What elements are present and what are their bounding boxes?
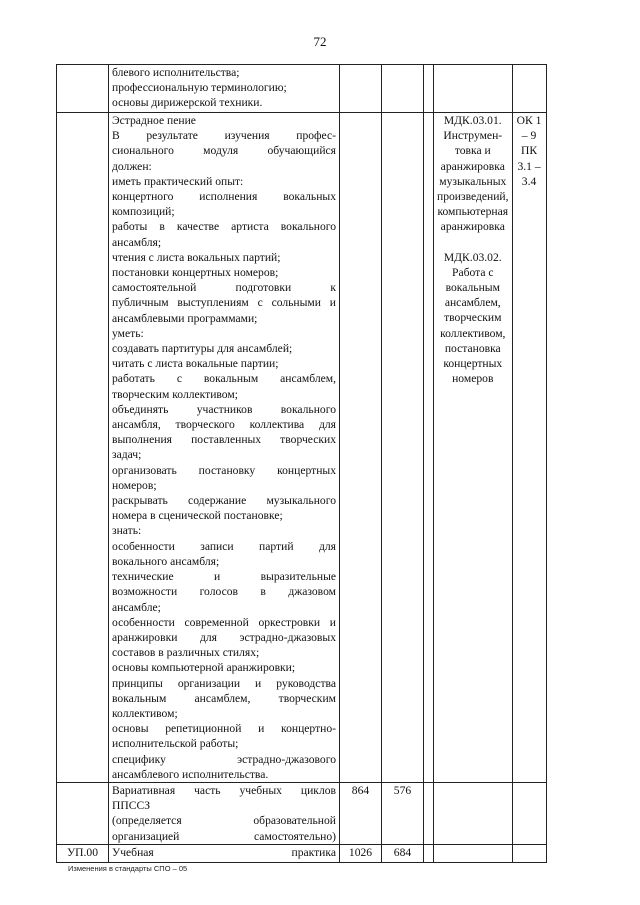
text-line: номера в сценической постановке; (112, 509, 283, 523)
text-line: профессиональную терминологию; (112, 81, 287, 95)
row-text-cell (109, 65, 340, 113)
text-line: знать: (112, 524, 142, 538)
text-line: работать с вокальным ансамблем, (112, 372, 336, 386)
text-line: должен: (112, 159, 152, 173)
competency-line: 3.1 – (517, 159, 541, 173)
text-line: коллективом; (112, 706, 178, 720)
max-hours-cell (340, 65, 382, 113)
text-line: читать с листа вокальные партии; (112, 357, 279, 371)
max-hours-cell (340, 844, 382, 862)
text-line: технические и выразительные (112, 570, 336, 584)
text-line: публичным выступлениям с сольными и (112, 296, 336, 310)
table-row (57, 782, 547, 844)
mdk-line: МДК.03.02. (443, 250, 502, 264)
table-row (57, 113, 547, 783)
text-line: Вариативная часть учебных циклов (112, 783, 336, 797)
required-hours-cell (382, 113, 424, 783)
text-line: иметь практический опыт: (112, 174, 244, 188)
text-line: работы в качестве артиста вокального (112, 220, 336, 234)
text-line: блевого исполнительства; (112, 66, 240, 79)
mdk-line: ансамблем, (444, 296, 501, 310)
max-hours-cell (340, 782, 382, 844)
text-line: особенности современной оркестровки и (112, 615, 336, 629)
text-line: вокальным ансамблем, творческим (112, 691, 336, 705)
text-line: специфику эстрадно-джазового (112, 752, 336, 766)
text-line: сионального модуля обучающийся (112, 144, 336, 158)
mdk-cell (434, 782, 513, 844)
required-hours: 684 (393, 845, 412, 859)
mdk-line: творческим (444, 311, 502, 325)
mdk-line: коллективом, (440, 326, 506, 340)
table-row (57, 65, 547, 113)
text-line: ансамбля, творческого коллектива для (112, 418, 336, 432)
text-line: творческим коллективом; (112, 387, 238, 401)
competencies-cell (512, 844, 546, 862)
text-line: уметь: (112, 326, 144, 340)
row-text-cell (109, 113, 340, 783)
competency-line: ПК (520, 144, 538, 158)
page-number: 72 (313, 34, 327, 49)
mdk-line: постановка (444, 341, 501, 355)
text-line: создавать партитуры для ансамблей; (112, 342, 293, 356)
text-line: основы дирижерской техники. (112, 96, 263, 110)
text-line: постановки концертных номеров; (112, 266, 279, 280)
required-hours: 576 (393, 783, 412, 797)
text-line: составов в различных стилях; (112, 646, 260, 660)
empty-cell (424, 65, 434, 113)
text-line: организацией самостоятельно) (112, 829, 336, 843)
text-line: раскрывать содержание музыкального (112, 494, 336, 508)
mdk-line: товка и (454, 144, 491, 158)
mdk-line: аранжировка (440, 220, 505, 234)
competencies-cell (512, 113, 546, 783)
row-code-cell (57, 782, 109, 844)
text-line: особенности записи партий для (112, 539, 336, 553)
curriculum-table (56, 64, 547, 863)
mdk-line: концертных (443, 357, 503, 371)
max-hours: 864 (351, 783, 370, 797)
max-hours: 1026 (348, 845, 373, 859)
mdk-cell (434, 844, 513, 862)
text-line: композиций; (112, 205, 175, 219)
empty-cell (424, 782, 434, 844)
required-hours-cell (382, 844, 424, 862)
competency-line: – 9 (521, 129, 537, 143)
row-code-cell (57, 113, 109, 783)
mdk-line: Инструмен- (443, 129, 503, 143)
competency-line: ОК 1 (516, 114, 542, 127)
competency-line: 3.4 (521, 174, 537, 188)
mdk-line: аранжировка (440, 159, 505, 173)
text-line: принципы организации и руководства (112, 676, 336, 690)
text-line: номеров; (112, 478, 157, 492)
mdk-line: Работа с (452, 265, 494, 279)
mdk-line: произведений, (437, 190, 509, 204)
required-hours-cell (382, 65, 424, 113)
mdk-line (437, 235, 509, 250)
footer-note: Изменения в стандарты СПО – 05 (68, 864, 188, 873)
text-line: В результате изучения профес- (112, 129, 336, 143)
mdk-cell (434, 113, 513, 783)
text-line: основы компьютерной аранжировки; (112, 661, 296, 675)
row-text-cell (109, 844, 340, 862)
text-line: (определяется образовательной (112, 814, 336, 828)
text-line: основы репетиционной и концертно- (112, 722, 336, 736)
competencies-cell (512, 65, 546, 113)
row-code-cell (57, 844, 109, 862)
row-code: УП.00 (66, 845, 99, 859)
text-line: исполнительской работы; (112, 737, 239, 751)
empty-cell (424, 844, 434, 862)
text-line: ансамбле; (112, 600, 161, 614)
text-line: вокального ансамбля; (112, 554, 220, 568)
text-line: ансамблевого исполнительства. (112, 767, 269, 781)
row-text-cell (109, 782, 340, 844)
text-line: Эстрадное пение (112, 114, 196, 127)
row-code-cell (57, 65, 109, 113)
text-line: чтения с листа вокальных партий; (112, 250, 281, 264)
text-line: самостоятельной подготовки к (112, 281, 336, 295)
text-line: ансамблевыми программами; (112, 311, 258, 325)
table-row (57, 844, 547, 862)
mdk-line: МДК.03.01. (443, 114, 502, 127)
mdk-line: номеров (452, 372, 494, 386)
text-line: возможности голосов в джазовом (112, 585, 336, 599)
text-line: ансамбля; (112, 235, 162, 249)
max-hours-cell (340, 113, 382, 783)
text-line: аранжировки для эстрадно-джазовых (112, 630, 336, 644)
text-line: выполнения поставленных творческих (112, 433, 336, 447)
mdk-line: музыкальных (439, 174, 507, 188)
text-line: концертного исполнения вокальных (112, 190, 336, 204)
mdk-line: вокальным (445, 281, 500, 295)
text-line: организовать постановку концертных (112, 463, 336, 477)
mdk-line: компьютерная (437, 205, 509, 219)
empty-cell (424, 113, 434, 783)
text-line: ППССЗ (112, 799, 151, 813)
competencies-cell (512, 782, 546, 844)
text-line: задач; (112, 448, 142, 462)
text-line: объединять участников вокального (112, 402, 336, 416)
text-line: Учебная практика (112, 845, 336, 859)
required-hours-cell (382, 782, 424, 844)
mdk-cell (434, 65, 513, 113)
